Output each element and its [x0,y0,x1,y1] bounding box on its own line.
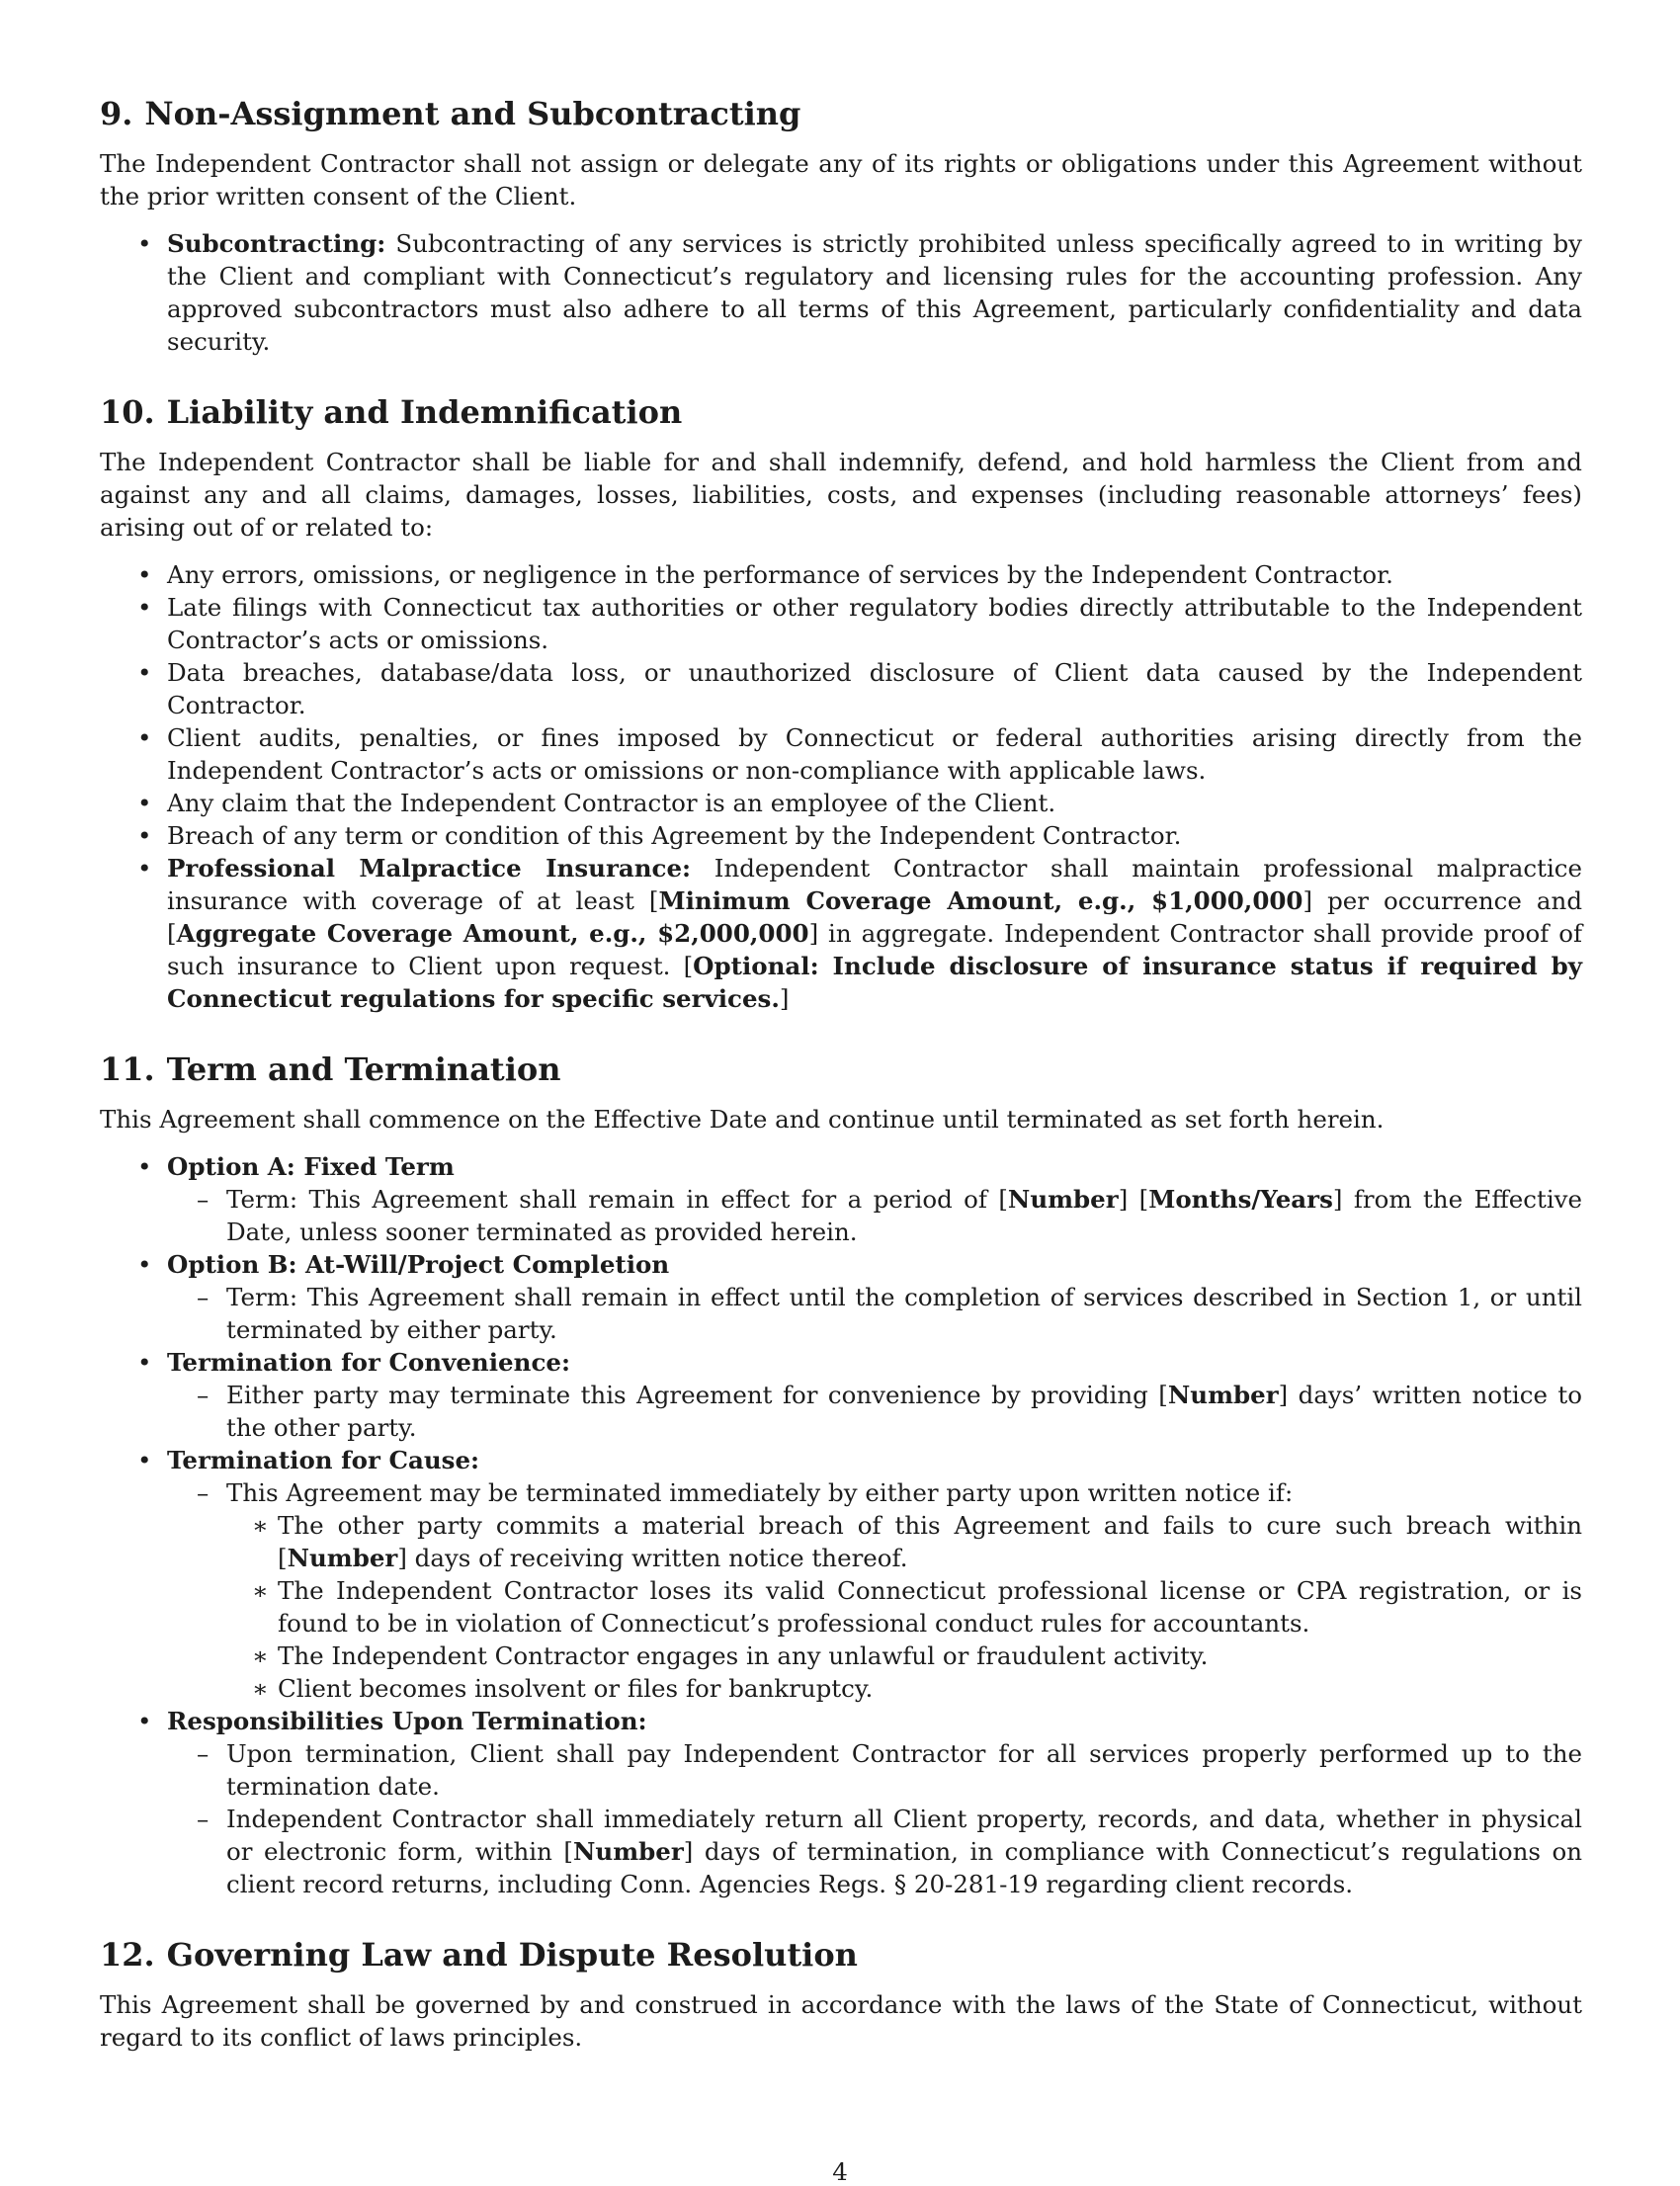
sub-sub-list [226,1509,1582,1705]
section-11 [100,1050,1582,1900]
item-label: Professional Malpractice Insurance: [167,854,692,883]
list-item: • Any claim that the Independent Contractor is an employee of the Client. [100,787,1582,819]
section-9-heading [100,94,1582,133]
sub-list-item [167,1183,1582,1248]
list-item: • Any errors, omissions, or negligence in the performance of services by the Independent Contractor. [100,558,1582,591]
placeholder-field: Aggregate Coverage Amount, e.g., $2,000,000 [176,919,809,948]
section-10-heading [100,392,1582,432]
placeholder-field: Months/Years [1148,1185,1333,1214]
sub-list-item [167,1803,1582,1900]
list-item-cause [100,1444,1582,1705]
item-text: ] in aggregate. Independent Contractor shall provide proof of such insurance to Client upon request. [ [167,919,1583,980]
section-number: 11. [100,1051,155,1088]
item-text: ] per occurrence and [ [167,886,1583,948]
item-label: Termination for Cause: [167,1446,480,1474]
sub-sub-list-item: ∗ Client becomes insolvent or files for bankruptcy. [226,1672,1582,1705]
sub-list [167,1476,1582,1705]
section-12-heading [100,1935,1582,1975]
section-title: Governing Law and Dispute Resolution [166,1936,858,1974]
item-text: ] days’ written notice to the other party. [226,1381,1582,1442]
item-text: This Agreement may be terminated immediately by either party upon written notice if: [226,1478,1294,1507]
sub-sub-list-item: ∗ The Independent Contractor loses its valid Connecticut professional license or CPA registration, or is found to be in violation of Connecticut’s professional conduct rules for accountants. [226,1574,1582,1640]
item-text: ] days of receiving written notice thereof. [397,1544,908,1572]
placeholder-field: Number [1007,1185,1119,1214]
section-title: Term and Termination [166,1051,561,1088]
placeholder-field: Optional: Include disclosure of insurance status if required by Connecticut regulations for specific services. [167,952,1582,1013]
placeholder-field: Number [1167,1381,1279,1409]
section-10 [100,392,1582,1015]
placeholder-field: Minimum Coverage Amount, e.g., $1,000,000 [658,886,1303,915]
item-text: ] [779,984,790,1013]
item-label: Option A: Fixed Term [167,1152,455,1181]
sub-list-item [167,1379,1582,1444]
item-label: Termination for Convenience: [167,1348,571,1377]
list-item-insurance [100,852,1582,1015]
sub-list [167,1183,1582,1248]
bullet-list [100,1150,1582,1900]
section-title: Liability and Indemnification [166,393,683,431]
item-label: Subcontracting: [167,229,386,258]
list-item-option-b [100,1248,1582,1346]
list-item: • Data breaches, database/data loss, or unauthorized disclosure of Client data caused by the Independent Contractor. [100,656,1582,721]
sub-list [167,1379,1582,1444]
placeholder-field: Number [572,1837,684,1866]
section-number: 9. [100,95,133,132]
section-title: Non-Assignment and Subcontracting [144,95,801,132]
list-item: • Client audits, penalties, or fines imposed by Connecticut or federal authorities arising directly from the Independent Contractor’s acts or omissions or non-compliance with applicable laws. [100,721,1582,787]
section-11-heading [100,1050,1582,1089]
paragraph: This Agreement shall be governed by and construed in accordance with the laws of the State of Connecticut, without regard to its conflict of laws principles. [100,1990,1582,2052]
list-item [100,227,1582,358]
document-page [100,94,1582,2088]
item-label: Responsibilities Upon Termination: [167,1707,647,1735]
item-text: Independent Contractor shall immediately return all Client property, records, and data, whether in physical or electronic form, within [ [226,1805,1582,1866]
item-text: ] from the Effective Date, unless sooner terminated as provided herein. [226,1185,1583,1246]
list-item-option-a [100,1150,1582,1248]
list-item-convenience [100,1346,1582,1444]
list-item-responsibilities [100,1705,1582,1900]
sub-list-item: – Upon termination, Client shall pay Independent Contractor for all services properly performed up to the termination date. [167,1737,1582,1803]
bullet-list [100,558,1582,1015]
page-number: 4 [832,2157,848,2186]
list-item: • Breach of any term or condition of this Agreement by the Independent Contractor. [100,819,1582,852]
sub-list [167,1737,1582,1900]
sub-list-item: – Term: This Agreement shall remain in effect until the completion of services described in Section 1, or until terminated by either party. [167,1281,1582,1346]
sub-list [167,1281,1582,1346]
sub-sub-list-item: ∗ The Independent Contractor engages in any unlawful or fraudulent activity. [226,1640,1582,1672]
item-text: The other party commits a material breach of this Agreement and fails to cure such breach within [ [278,1511,1582,1572]
item-text: ] [ [1118,1185,1149,1214]
item-text: Term: This Agreement shall remain in effect for a period of [ [226,1185,1008,1214]
placeholder-field: Number [287,1544,398,1572]
item-text: ] days of termination, in compliance with Connecticut’s regulations on client record returns, including Conn. Agencies Regs. § 20-281-19 regarding client records. [226,1837,1583,1898]
sub-list-item [167,1476,1582,1705]
paragraph: This Agreement shall commence on the Effective Date and continue until terminated as set forth herein. [100,1105,1385,1134]
item-text: Either party may terminate this Agreement for convenience by providing [ [226,1381,1168,1409]
item-label: Option B: At-Will/Project Completion [167,1250,670,1279]
sub-sub-list-item [226,1509,1582,1574]
item-text: Subcontracting of any services is strictly prohibited unless specifically agreed to in writing by the Client and compliant with Connecticut’s regulatory and licensing rules for the accounting profession. Any approved subcontractors must also adhere to all terms of this Agreement, particularly confidentiality and data security. [167,229,1582,356]
section-number: 12. [100,1936,155,1974]
paragraph: The Independent Contractor shall not assign or delegate any of its rights or obligations under this Agreement without the prior written consent of the Client. [100,149,1582,210]
section-number: 10. [100,393,155,431]
item-text: Independent Contractor shall maintain professional malpractice insurance with coverage of at least [ [167,854,1583,915]
bullet-list [100,227,1582,358]
paragraph: The Independent Contractor shall be liable for and shall indemnify, defend, and hold harmless the Client from and against any and all claims, damages, losses, liabilities, costs, and expenses (including reasonable attorneys’ fees) arising out of or related to: [100,448,1582,542]
section-12 [100,1935,1582,2054]
section-9 [100,94,1582,358]
list-item: • Late filings with Connecticut tax authorities or other regulatory bodies directly attributable to the Independent Contractor’s acts or omissions. [100,591,1582,656]
